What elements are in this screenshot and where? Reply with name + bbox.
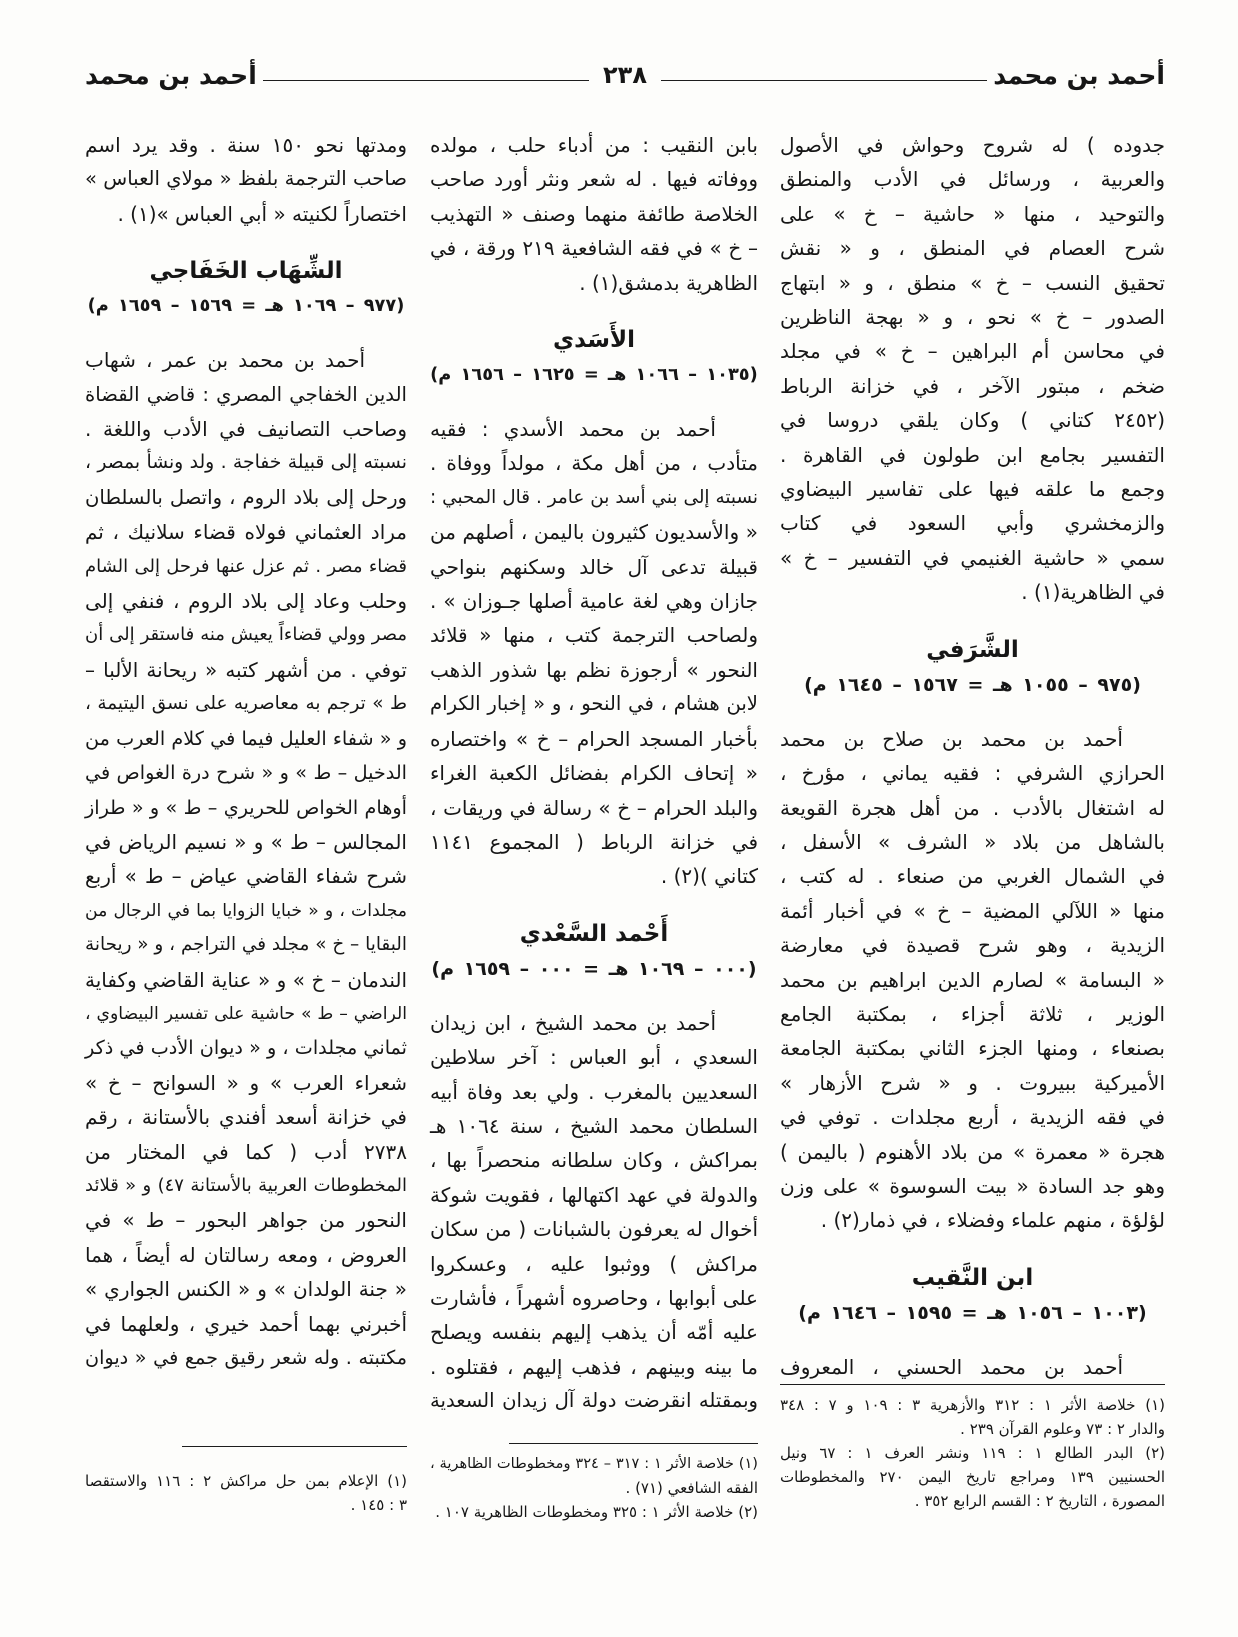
text-line: ضخم ، مبتور الآخر ، في خزانة الرباط — [780, 373, 1165, 398]
text-line: ٢٧٣٨ أدب ( كما في المختار من — [85, 1139, 407, 1164]
text-line: سمي « حاشية الغنيمي في التفسير – خ » — [780, 545, 1165, 570]
text-line: والعربية ، ورسائل في الأدب والمنطق — [780, 167, 1165, 192]
text-line: « البسامة » لصارم الدين ابراهيم بن محمد — [780, 967, 1165, 992]
entry-title: الشَّرَفي — [926, 636, 1019, 663]
text-line: وحلب وعاد إلى بلاد الروم ، فنفي إلى — [85, 589, 407, 614]
text-line: الوزير ، ثلاثة أجزاء ، بمكتبة الجامع — [780, 1001, 1165, 1026]
column-middle — [430, 128, 758, 1419]
entry-paragraph — [780, 722, 1165, 1238]
text-line: توفي . من أشهر كتبه « ريحانة الألبا – — [85, 657, 407, 682]
footnote-line: (٢) البدر الطالع ١ : ١١٩ ونشر العرف ١ : ٦٧ ونيل — [780, 1444, 1165, 1462]
text-line: الخلاصة طائفة منهما وصنف « التهذيب — [430, 201, 758, 226]
text-line: العروض ، ومعه رسالتان له أيضاً ، هما — [85, 1242, 407, 1267]
text-line: منها « اللآلي المضية – خ » في أخبار أئمة — [780, 898, 1165, 923]
footnote-line: والدار ٢ : ٧٣ وعلوم القرآن ٢٣٩ . — [960, 1420, 1165, 1438]
text-line: مراكش ) ووثبوا عليه ، وعسكروا — [430, 1251, 758, 1276]
text-line: وجمع ما علقه فيها على تفاسير البيضاوي — [780, 477, 1165, 502]
footnote — [780, 1441, 1165, 1513]
footnote-line: (٢) خلاصة الأثر ١ : ٣٢٥ ومخطوطات الظاهرية ١٠٧ . — [435, 1503, 758, 1521]
text-line: « إتحاف الكرام بفضائل الكعبة الغراء — [430, 761, 758, 786]
text-line: شرح العصام في المنطق ، و « نقش — [780, 236, 1165, 261]
header-rule — [263, 80, 589, 81]
text-line: السلطان محمد الشيخ ، سنة ١٠٦٤ هـ — [430, 1113, 759, 1138]
footnote — [430, 1452, 758, 1500]
text-line: والبلد الحرام – خ » رسالة في وريقات ، — [430, 795, 758, 820]
biography-entry — [85, 253, 407, 1375]
text-line: اختصاراً لكنيته « أبي العباس »(١) . — [117, 201, 407, 226]
text-line: قضاء مصر . ثم عزل عنها فرحل إلى الشام — [85, 555, 407, 577]
entry-title: الشِّهَاب الخَفَاجي — [149, 258, 343, 285]
text-line: على أبوابها ، وحاصروه أشهراً ، فأشارت — [430, 1285, 758, 1310]
text-line: ط » ترجم به معاصريه على نسق اليتيمة ، — [85, 693, 407, 715]
text-line: السعدي ، أبو العباس : آخر سلاطين — [430, 1045, 758, 1070]
running-header — [85, 55, 1165, 95]
text-line: نسبته إلى قبيلة خفاجة . ولد ونشأ بمصر ، — [85, 452, 407, 474]
text-line: أخوال له يعرفون بالشبانات ( من سكان — [430, 1217, 758, 1242]
text-line: مجلدات ، و « خبايا الزوايا بما في الرجال من — [85, 900, 407, 921]
header-right-title: أحمد بن محمد — [993, 60, 1165, 90]
text-line: وبمقتله انقرضت دولة آل زيدان السعدية — [430, 1389, 758, 1413]
footnote-line: (١) الإعلام بمن حل مراكش ٢ : ١١٦ والاستقصا — [85, 1472, 407, 1490]
column-right — [780, 128, 1165, 1384]
text-line: جدوده ) له شروح وحواش في الأصول — [780, 133, 1165, 157]
biography-entry — [780, 1260, 1165, 1384]
text-line: شعراء العرب » و « السوانح – خ » — [85, 1070, 407, 1095]
text-line: والدولة في عهد اكتهالها ، فقويت شوكة — [430, 1182, 758, 1207]
footnote — [430, 1500, 758, 1524]
entry-title: أَحْمد السَّعْدي — [519, 920, 669, 947]
text-line: جازان وهي لغة عامية أصلها جـوزان » . — [430, 589, 758, 614]
entry-dates: (١٠٣٥ – ١٠٦٦ هـ = ١٦٢٥ – ١٦٥٦ م) — [430, 364, 758, 386]
text-line: والزمخشري وأبي السعود في كتاب — [780, 511, 1165, 536]
text-line: الدين الخفاجي المصري : قاضي القضاة — [85, 382, 407, 406]
column-left — [85, 128, 407, 1375]
text-line: السعديين بالمغرب . ولي بعد وفاة أبيه — [430, 1079, 758, 1104]
text-line: له اشتغال بالأدب . من أهل هجرة القويعة — [780, 795, 1165, 820]
text-line: الأميركية ببيروت . و « شرح الأزهار » — [780, 1070, 1165, 1095]
text-line: قبيلة تدعى آل خالد وسكنهم بنواحي — [430, 554, 758, 579]
text-line: – خ » في فقه الشافعية ٢١٩ ورقة ، في — [430, 236, 759, 261]
footnote-line: الفقه الشافعي (٧١) . — [625, 1479, 758, 1497]
text-line: والتوحيد ، منها « حاشية – خ » على — [780, 201, 1165, 226]
footnotes-middle — [430, 1443, 758, 1524]
text-line: الحرازي الشرفي : فقيه يماني ، مؤرخ ، — [780, 761, 1165, 786]
text-line: مصر وولي قضاءاً يعيش منه فاستقر إلى أن — [85, 624, 407, 646]
text-line: ورحل إلى بلاد الروم ، واتصل بالسلطان — [85, 485, 407, 509]
entry-title: الأَسَدي — [553, 327, 635, 354]
text-line: صاحب الترجمة بلفظ « مولاي العباس » — [85, 167, 407, 191]
text-line: النحور » أرجوزة نظم بها شذور الذهب — [430, 657, 758, 682]
text-line: أحمد بن محمد الأسدي : فقيه — [430, 417, 716, 442]
biography-entry — [430, 322, 758, 894]
entry-paragraph — [85, 343, 407, 1375]
footnote-line: (١) خلاصة الأثر ١ : ٣١٢ والأزهرية ٣ : ١٠٩ و ٧ : ٣٤٨ — [780, 1396, 1165, 1414]
text-line: الندمان – خ » و « عناية القاضي وكفاية — [85, 967, 407, 992]
text-line: هجرة « معمرة » من بلاد الأهنوم ( باليمن ) — [780, 1139, 1165, 1164]
footnote-line: ٣ : ١٤٥ . — [350, 1496, 407, 1514]
text-line: وهو جد السادة « بيت السوسوة » على وزن — [780, 1173, 1165, 1198]
entry-dates: (١٠٠٣ – ١٠٥٦ هـ = ١٥٩٥ – ١٦٤٦ م) — [798, 1301, 1147, 1324]
text-line: تحقيق النسب – خ » منطق ، و « ابتهاج — [780, 270, 1165, 295]
entry-paragraph — [780, 1350, 1165, 1384]
text-line: « جنة الولدان » و « الكنس الجواري » — [85, 1277, 407, 1302]
text-line: نسبته إلى بني أسد بن عامر . قال المحبي : — [430, 486, 758, 508]
text-line: في خزانة الرباط ( المجموع ١١٤١ — [430, 829, 758, 854]
text-line: بمراكش ، وكان سلطانه منحصراً بها ، — [430, 1148, 758, 1173]
biography-entry — [430, 916, 758, 1419]
footnote-line: (١) خلاصة الأثر ١ : ٣١٧ – ٣٢٤ ومخطوطات الظاهرية ، — [430, 1455, 758, 1472]
text-line: أحمد بن محمد الحسني ، المعروف — [780, 1354, 1123, 1379]
page-number: ٢٣٨ — [603, 61, 647, 89]
text-line: لابن هشام ، في النحو ، و « إخبار الكرام — [430, 692, 758, 716]
continued-paragraph — [430, 128, 758, 300]
text-line: ووفاته فيها . له شعر ونثر أورد صاحب — [430, 167, 758, 192]
text-line: الزيدية ، وهو شرح قصيدة في معارضة — [780, 933, 1165, 958]
text-line: أوهام الخواص للحريري – ط » و « طراز — [85, 795, 407, 819]
text-line: في خزانة أسعد أفندي بالأستانة ، رقم — [85, 1105, 407, 1130]
text-line: في فقه الزيدية ، أربع مجلدات . توفي في — [780, 1105, 1165, 1130]
footnote-line: المصورة ، التاريخ ٢ : القسم الرابع ٣٥٢ . — [914, 1492, 1165, 1510]
text-line: ولصاحب الترجمة كتب ، منها « قلائد — [430, 623, 758, 648]
entry-title: ابن النَّقيب — [911, 1264, 1034, 1291]
text-line: أخبرني بهما أحمد خيري ، ولعلهما في — [85, 1311, 407, 1336]
text-line: الصدور – خ » نحو ، و « بهجة الناظرين — [780, 305, 1165, 330]
biography-entry — [780, 632, 1165, 1238]
text-line: المجالس – ط » و « نسيم الرياض في — [85, 829, 407, 854]
entry-paragraph — [430, 412, 758, 894]
footnote-rule — [182, 1446, 407, 1447]
entry-dates: (٩٧٧ – ١٠٦٩ هـ = ١٥٦٩ – ١٦٥٩ م) — [87, 295, 405, 317]
text-line: (٢٤٥٢ كتاني ) وكان يلقي دروسا في — [780, 408, 1165, 433]
text-line: كتاني )(٢) . — [660, 864, 758, 889]
continued-paragraph — [780, 128, 1165, 610]
footnote — [85, 1469, 407, 1517]
footnote-rule — [509, 1443, 758, 1444]
text-line: في محاسن أم البراهين – خ » في مجلد — [780, 339, 1165, 364]
text-line: ثماني مجلدات ، و « ديوان الأدب في ذكر — [85, 1036, 407, 1060]
text-line: مكتبته . وله شعر رقيق جمع في « ديوان — [85, 1346, 407, 1369]
entry-dates: (٩٧٥ – ١٠٥٥ هـ = ١٥٦٧ – ١٦٤٥ م) — [804, 673, 1141, 696]
text-line: متأدب ، من أهل مكة ، مولداً ووفاة . — [430, 451, 758, 476]
text-line: شرح شفاء القاضي عياض – ط » أربع — [85, 864, 407, 889]
text-line: أحمد بن محمد بن صلاح بن محمد — [780, 726, 1123, 751]
text-line: أحمد بن محمد الشيخ ، ابن زيدان — [430, 1010, 716, 1035]
footnote — [780, 1393, 1165, 1441]
text-line: « والأسديون كثيرون باليمن ، أصلهم من — [430, 520, 758, 545]
text-line: بالشاهل من بلاد « الشرف » الأسفل ، — [780, 829, 1165, 854]
footnotes-right — [780, 1384, 1165, 1513]
text-line: بابن النقيب : من أدباء حلب ، مولده — [430, 133, 758, 157]
text-line: و « شفاء العليل فيما في كلام العرب من — [85, 726, 407, 750]
text-line: بأخبار المسجد الحرام – خ » واختصاره — [430, 726, 758, 751]
header-left-title: أحمد بن محمد — [84, 60, 257, 90]
text-line: الظاهرية بدمشق(١) . — [579, 270, 758, 295]
text-line: عليه أمّه أن يذهب إليهم بنفسه ويصلح — [430, 1320, 758, 1345]
header-rule — [661, 80, 987, 81]
text-line: الراضي – ط » حاشية على تفسير البيضاوي ، — [85, 1003, 407, 1024]
text-line: في الظاهرية(١) . — [1021, 580, 1165, 605]
text-line: وصاحب التصانيف في الأدب واللغة . — [85, 417, 407, 442]
text-line: المخطوطات العربية بالأستانة ٤٧) و « قلائد — [85, 1174, 407, 1196]
text-line: أحمد بن محمد بن عمر ، شهاب — [85, 348, 365, 373]
text-line: النحور من جواهر البحور – ط » في — [85, 1208, 407, 1233]
text-line: التفسير بجامع ابن طولون في القاهرة . — [780, 442, 1165, 467]
text-line: في الشمال الغربي من صنعاء . له كتب ، — [780, 864, 1165, 889]
entry-dates: (٠٠٠ – ١٠٦٩ هـ = ٠٠٠ – ١٦٥٩ م) — [431, 957, 757, 980]
text-line: ومدتها نحو ١٥٠ سنة . وقد يرد اسم — [85, 133, 407, 157]
text-line: البقايا – خ » مجلد في التراجم ، و « ريحانة — [85, 934, 407, 956]
continued-paragraph — [85, 128, 407, 231]
text-line: مراد العثماني فولاه قضاء سلانيك ، ثم — [85, 520, 407, 545]
footnote-line: الحسنيين ١٣٩ ومراجع تاريخ اليمن ٢٧٠ والمخطوطات — [780, 1468, 1165, 1486]
footnotes-left — [85, 1446, 407, 1517]
text-line: لؤلؤة ، منهم علماء وفضلاء ، في ذمار(٢) . — [820, 1208, 1165, 1233]
text-line: ما بينه وبينهم ، فذهب إليهم ، فقتلوه . — [430, 1354, 758, 1379]
footnote-rule — [780, 1384, 1165, 1385]
entry-paragraph — [430, 1006, 758, 1419]
text-line: الدخيل – ط » و « شرح درة الغواص في — [85, 761, 407, 785]
text-line: بصنعاء ، ومنها الجزء الثاني بمكتبة الجامعة — [780, 1036, 1165, 1061]
